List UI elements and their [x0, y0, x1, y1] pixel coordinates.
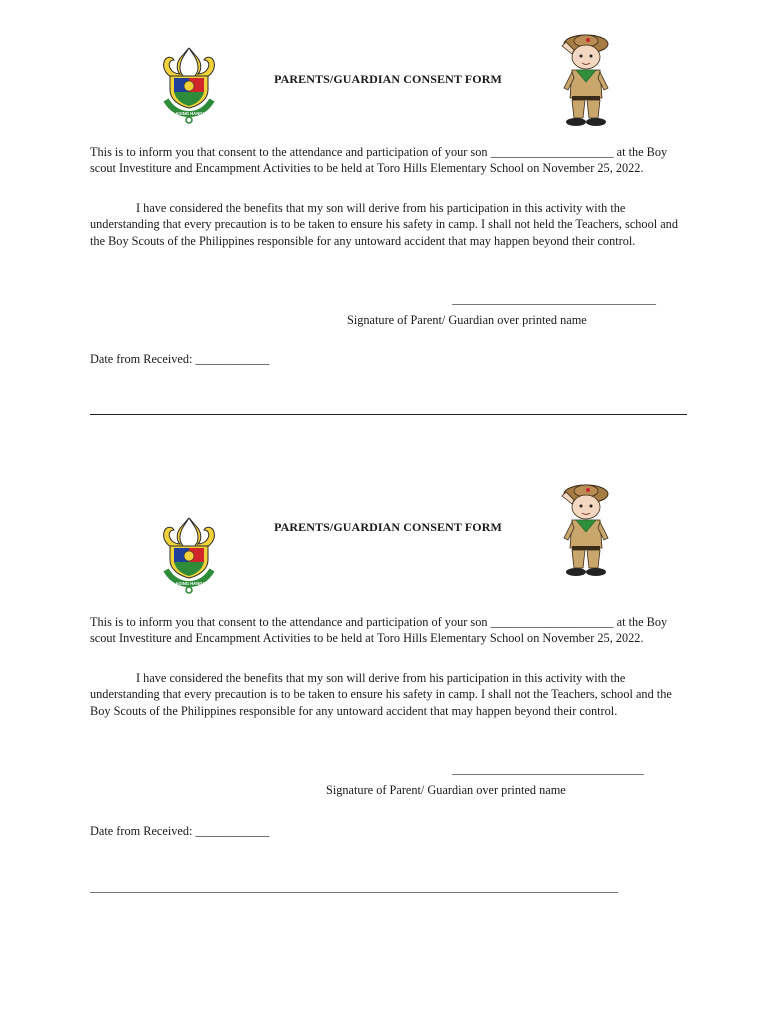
- consent-form-2: [0, 470, 768, 940]
- consent-paragraph: This is to inform you that consent to the attendance and participation of your son ____________________ at the Boy scout Investiture and Encampment Activities to be held at Toro Hills Elementary School on November 25, 2022.: [90, 615, 668, 646]
- cut-divider: [90, 414, 687, 415]
- scout-mascot-icon: [552, 482, 618, 580]
- agreement-paragraph: I have considered the benefits that my son will derive from his participation in this activity with the understanding that every precaution is to be taken to ensure his safety in camp. I shall not held the Teachers, school and the Boy Scouts of the Philippines responsible for any untoward accident that may happen beyond their control.: [90, 201, 678, 248]
- consent-form-1: [0, 0, 768, 470]
- form-title: PARENTS/GUARDIAN CONSENT FORM: [274, 72, 502, 86]
- agreement-paragraph: I have considered the benefits that my son will derive from his participation in this activity with the understanding that every precaution is to be taken to ensure his safety in camp. I shall not the Teachers, school and the Boy Scouts of the Philippines responsible for any untoward accident that may happen beyond their control.: [90, 671, 672, 718]
- logo-motto: LAGING HANDA: [172, 581, 206, 586]
- date-received: Date from Received: ____________: [90, 352, 270, 366]
- scout-mascot-icon: [552, 32, 618, 130]
- consent-paragraph: This is to inform you that consent to the attendance and participation of your son ____________________ at the Boy scout Investiture and Encampment Activities to be held at Toro Hills Elementary School on November 25, 2022.: [90, 145, 668, 176]
- logo-motto: LAGING HANDA: [172, 111, 206, 116]
- form-title: PARENTS/GUARDIAN CONSENT FORM: [274, 520, 502, 534]
- date-received: Date from Received: ____________: [90, 824, 270, 838]
- signature-line: ________________________________: [452, 762, 644, 776]
- signature-label: Signature of Parent/ Guardian over printed name: [347, 313, 587, 327]
- cut-divider: ________________________________________________________________________________________: [90, 880, 618, 894]
- signature-label: Signature of Parent/ Guardian over printed name: [326, 783, 566, 797]
- signature-line: __________________________________: [452, 292, 656, 306]
